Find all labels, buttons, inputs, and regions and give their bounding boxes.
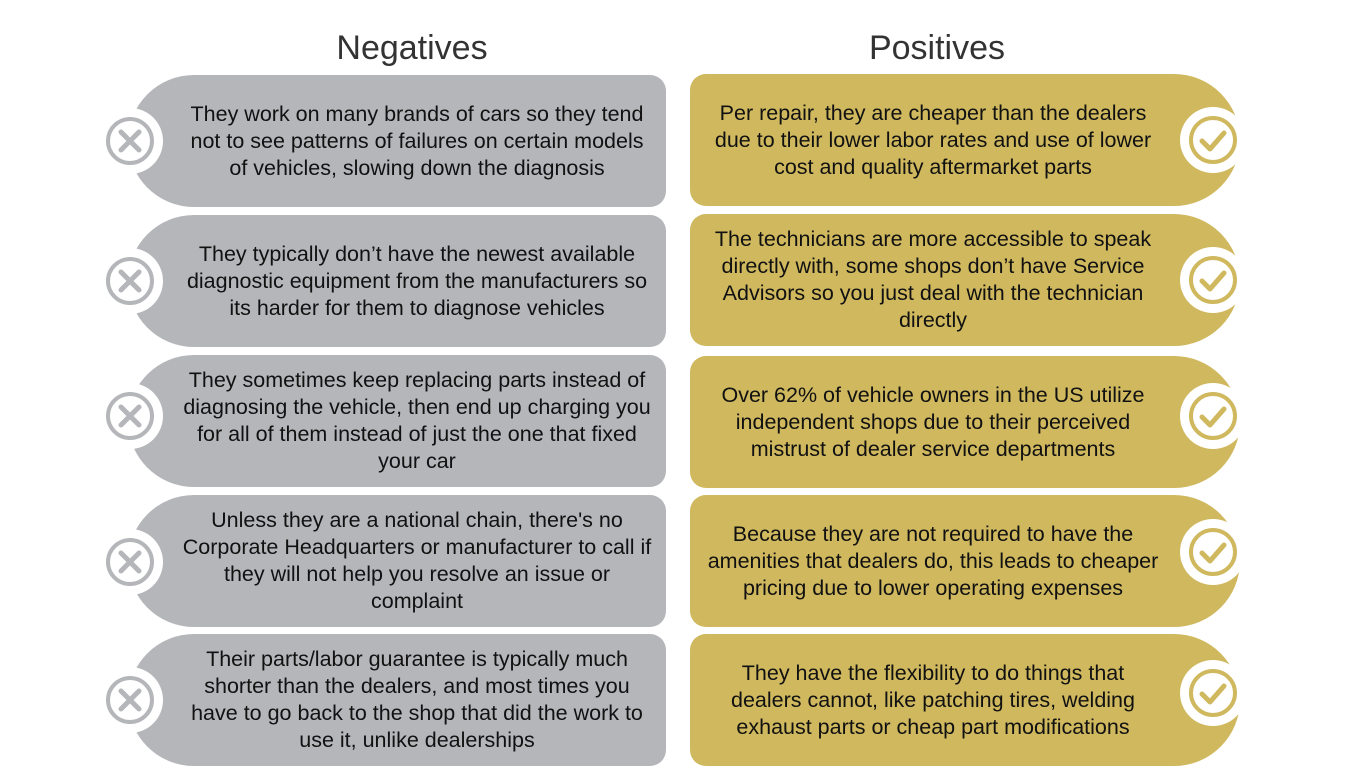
positive-card-3: [690, 356, 1240, 488]
negative-card-5: [128, 634, 666, 766]
check-circle-icon: [1180, 107, 1246, 173]
negative-text-5: Their parts/labor guarantee is typically much shorter than the dealers, and most times you have to go back to the shop that did the work to use it, unlike dealerships: [191, 647, 643, 752]
positive-card-1: [690, 74, 1240, 206]
positive-card-5: [690, 634, 1240, 766]
negative-card-4: [128, 495, 666, 627]
negative-card-2: [128, 215, 666, 347]
negative-text-2: They typically don’t have the newest available diagnostic equipment from the manufacturers so its harder for them to diagnose vehicles: [186, 241, 648, 320]
negative-text-3: They sometimes keep replacing parts instead of diagnosing the vehicle, then end up charging you for all of them instead of just the one that fixed your car: [183, 368, 651, 473]
positive-text-4: Because they are not required to have the amenities that dealers do, this leads to cheaper pricing due to lower operating expenses: [707, 521, 1159, 600]
check-circle-icon: [1180, 383, 1246, 449]
positive-card-4: [690, 495, 1240, 627]
positive-text-2: The technicians are more accessible to speak directly with, some shops don’t have Service Advisors so you just deal with the technician directly: [714, 227, 1152, 332]
positive-text-1: Per repair, they are cheaper than the dealers due to their lower labor rates and use of lower cost and quality aftermarket parts: [714, 100, 1152, 179]
negative-card-1: [128, 75, 666, 207]
check-circle-icon: [1180, 247, 1246, 313]
positive-text-3: Over 62% of vehicle owners in the US utilize independent shops due to their perceived mistrust of dealer service departments: [721, 382, 1145, 461]
check-circle-icon: [1180, 519, 1246, 585]
negative-text-1: They work on many brands of cars so they tend not to see patterns of failures on certain models of vehicles, slowing down the diagnosis: [190, 101, 644, 180]
x-circle-icon: [97, 667, 163, 733]
check-circle-icon: [1180, 660, 1246, 726]
x-circle-icon: [97, 383, 163, 449]
negative-text-4: Unless they are a national chain, there's no Corporate Headquarters or manufacturer to call if they will not help you resolve an issue or complaint: [182, 508, 652, 613]
positive-text-5: They have the flexibility to do things that dealers cannot, like patching tires, welding exhaust parts or cheap part modifications: [731, 660, 1135, 739]
negative-card-3: [128, 355, 666, 487]
x-circle-icon: [97, 529, 163, 595]
negatives-title: Negatives: [336, 29, 488, 67]
x-circle-icon: [97, 108, 163, 174]
positive-card-2: [690, 214, 1240, 346]
x-circle-icon: [97, 248, 163, 314]
positives-title: Positives: [868, 29, 1006, 67]
